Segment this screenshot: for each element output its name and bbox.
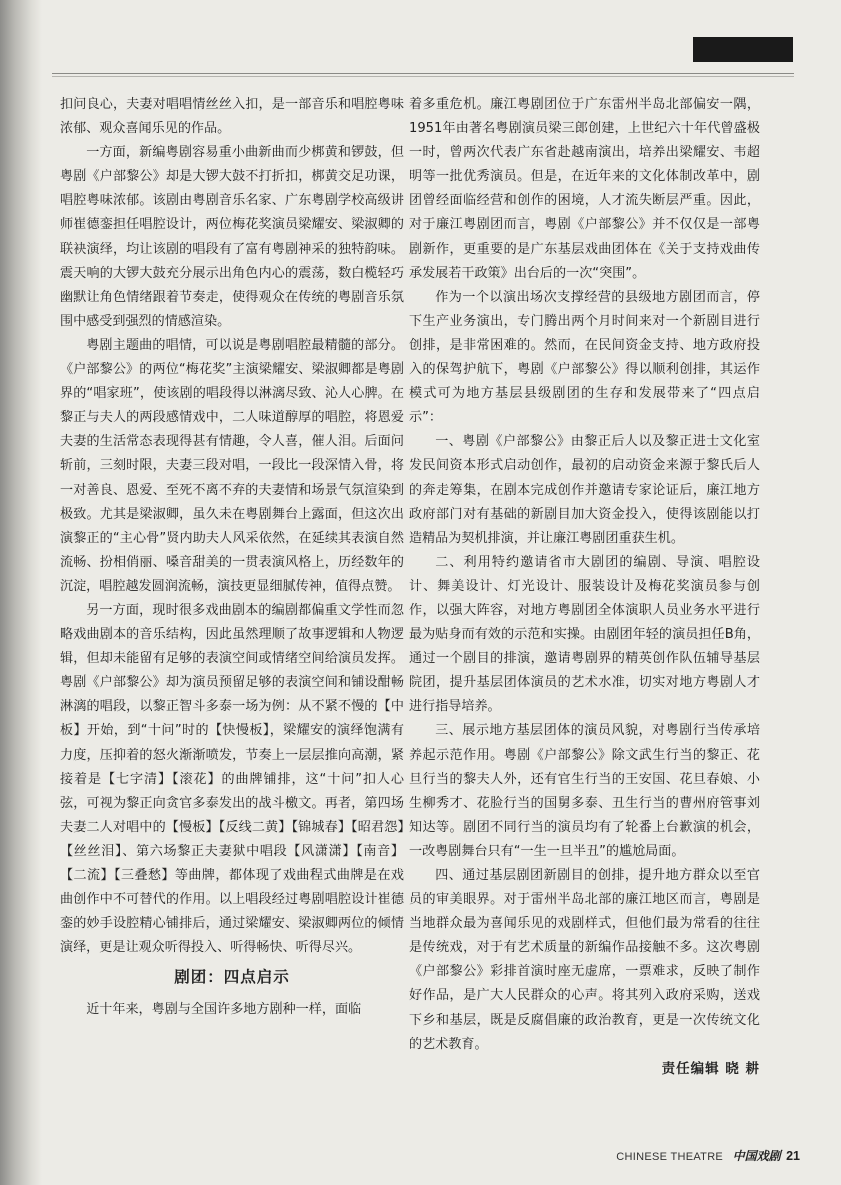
magazine-logo: 中国戏剧 (732, 1149, 781, 1163)
section-heading: 剧团：四点启示 (174, 968, 290, 987)
paragraph: 一方面，新编粤剧容易重小曲新曲而少梆黄和锣鼓，但粤剧《户部黎公》却是大锣大鼓不打折扣，梆黄交足功课，唱腔粤味浓郁。该剧由粤剧音乐名家、广东粤剧学校高级讲师崔德銮担任唱腔设计，两位梅花奖演员梁耀安、梁淑卿的联袂演绎，均让该剧的唱段有了富有粤剧神采的独特韵味。震天响的大锣大鼓充分展示出角色内心的震荡，数白榄轻巧幽默让角色情绪跟着节奏走，使得观众在传统的粤剧音乐氛围中感受到强烈的情感渲染。 (60, 145, 404, 329)
header-rule (52, 73, 794, 74)
responsible-editor: 责任编辑 晓 耕 (661, 1060, 760, 1077)
left-column (60, 93, 404, 1022)
page-number: 21 (786, 1149, 800, 1163)
paragraph: 二、利用特约邀请省市大剧团的编剧、导演、唱腔设计、舞美设计、灯光设计、服装设计及梅花奖演员参与创作，以强大阵容，对地方粤剧团全体演职人员业务水平进行最为贴身而有效的示范和实操。由剧团年轻的演员担任B角，通过一个剧目的排演，邀请粤剧界的精英创作队伍辅导基层院团，提升基层团体演员的艺术水准，切实对地方粤剧人才进行指导培养。 (409, 554, 760, 715)
paragraph: 着多重危机。廉江粤剧团位于广东雷州半岛北部偏安一隅，1951年由著名粤剧演员梁三郎创建，上世纪六十年代曾盛极一时，曾两次代表广东省赴越南演出，培养出梁耀安、韦超明等一批优秀演员。但是，在近年来的文化体制改革中，剧团曾经面临经营和创作的困境，人才流失断层严重。因此，对于廉江粤剧团而言，粤剧《户部黎公》并不仅仅是一部粤剧新作，更重要的是广东基层戏曲团体在《关于支持戏曲传承发展若干政策》出台后的一次“突围”。 (409, 97, 760, 281)
header-rule-secondary (52, 76, 794, 77)
page-spine-shadow (0, 0, 42, 1185)
page-footer (560, 1147, 800, 1164)
paragraph: 粤剧主题曲的唱情，可以说是粤剧唱腔最精髓的部分。《户部黎公》的两位“梅花奖”主演梁耀安、梁淑卿都是粤剧界的“唱家班”，使该剧的唱段得以淋漓尽致、沁人心脾。在黎正与夫人的两段感情戏中，二人味道醇厚的唱腔，将恩爱夫妻的生活常态表现得甚有情趣，令人喜，催人泪。后面问斩前，三刻时限，夫妻三段对唱，一段比一段深情入骨，将一对善良、恩爱、至死不离不弃的夫妻情和场景气氛渲染到极致。尤其是梁淑卿，虽久未在粤剧舞台上露面，但这次出演黎正的“主心骨”贤内助夫人风采依然，在延续其表演自然流畅、扮相俏丽、嗓音甜美的一贯表演风格上，历经数年的沉淀，唱腔越发圆润流畅，演技更显细腻传神，值得点赞。 (60, 337, 404, 594)
right-column (409, 93, 760, 1081)
paragraph: 四、通过基层剧团新剧目的创排，提升地方群众以至官员的审美眼界。对于雷州半岛北部的廉江地区而言，粤剧是当地群众最为喜闻乐见的戏剧样式，但他们最为常看的往往是传统戏，对于有艺术质量的新编作品接触不多。这次粤剧《户部黎公》彩排首演时座无虚席，一票难求，反映了制作好作品，是广大人民群众的心声。将其列入政府采购，送戏下乡和基层，既是反腐倡廉的政治教育，更是一次传统文化的艺术教育。 (409, 868, 760, 1052)
paragraph: 另一方面，现时很多戏曲剧本的编剧都偏重文学性而忽略戏曲剧本的音乐结构，因此虽然理顺了故事逻辑和人物逻辑，但却未能留有足够的表演空间或情绪空间给演员发挥。粤剧《户部黎公》却为演员预留足够的表演空间和铺设酣畅淋漓的唱段，以黎正智斗多泰一场为例：从不紧不慢的【中板】开始，到“十问”时的【快慢板】，梁耀安的演绎饱满有力度，压抑着的怒火渐渐喷发，节奏上一层层推向高潮，紧接着是【七字清】【滚花】的曲牌铺排，这“十问”扣人心弦，可视为黎正向贪官多泰发出的战斗檄文。再者，第四场夫妻二人对唱中的【慢板】【反线二黄】【锦城春】【昭君怨】【丝丝泪】、第六场黎正夫妻狱中唱段【风潇潇】【南音】【二流】【三叠愁】等曲牌，都体现了戏曲程式曲牌是在戏曲创作中不可替代的作用。以上唱段经过粤剧唱腔设计崔德銮的妙手设腔精心铺排后，通过梁耀安、梁淑卿两位的倾情演绎，更是让观众听得投入、听得畅快、听得尽兴。 (60, 602, 404, 956)
magazine-name-english: CHINESE THEATRE (616, 1151, 724, 1163)
header-black-bar (693, 37, 793, 62)
paragraph: 一、粤剧《户部黎公》由黎正后人以及黎正进士文化室发民间资本形式启动创作，最初的启动资金来源于黎氏后人的奔走筹集，在剧本完成创作并邀请专家论证后，廉江地方政府部门对有基础的新剧目加大资金投入，使得该剧能以打造精品为契机排演，并让廉江粤剧团重获生机。 (409, 434, 760, 546)
paragraph: 扣问良心，夫妻对唱唱情丝丝入扣，是一部音乐和唱腔粤味浓郁、观众喜闻乐见的作品。 (60, 97, 404, 137)
paragraph: 三、展示地方基层团体的演员风貌，对粤剧行当传承培养起示范作用。粤剧《户部黎公》除文武生行当的黎正、花旦行当的黎夫人外，还有官生行当的王安国、花旦春娘、小生柳秀才、花脸行当的国舅多泰、丑生行当的曹州府管事刘知达等。剧团不同行当的演员均有了轮番上台歉演的机会，一改粤剧舞台只有“一生一旦半丑”的尴尬局面。 (409, 723, 760, 859)
paragraph: 作为一个以演出场次支撑经营的县级地方剧团而言，停下生产业务演出，专门腾出两个月时间来对一个新剧目进行创排，是非常困难的。然而，在民间资金支持、地方政府投入的保驾护航下，粤剧《户部黎公》得以顺利创排，其运作模式可为地方基层县级剧团的生存和发展带来了“四点启示”： (409, 289, 760, 426)
paragraph: 近十年来，粤剧与全国许多地方剧种一样，面临 (86, 1002, 362, 1018)
